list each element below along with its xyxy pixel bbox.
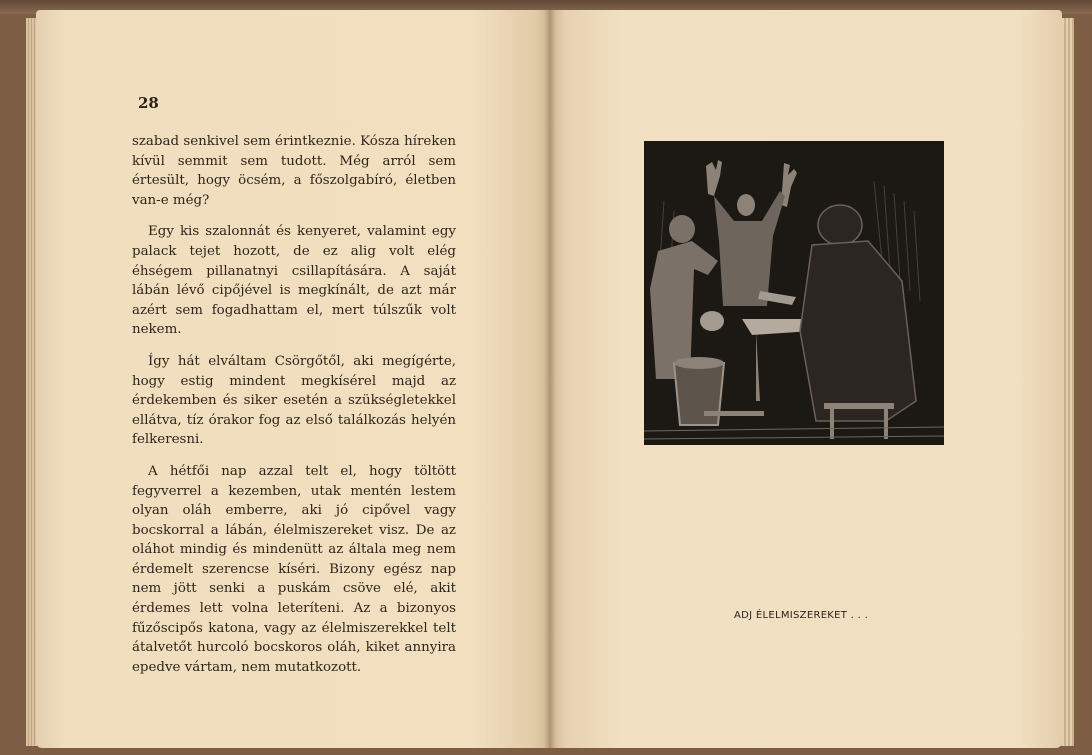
illustration-caption: ADJ ÉLELMISZEREKET . . . bbox=[734, 610, 869, 621]
paragraph: A hétfői nap azzal telt el, hogy töltött fegyverrel a kezemben, utak mentén lestem olyan oláh emberre, aki jó cipővel vagy bocskorral a lábán, élelmiszereket visz. De az oláhot mindig és mindenütt az általa meg nem érdemelt szerencse kíséri. Bizony egész nap nem jött senki a puskám csöve elé, akit érdemes lett volna leteríteni. Az a bizonyos fűzőscipős katona, vagy az élelmiszerekkel telt átalvetőt hurcoló bocskoros oláh, kiket annyira epedve vártam, nem mutatkozott. bbox=[132, 463, 456, 675]
paragraph: Egy kis szalonnát és kenyeret, valamint egy palack tejet hozott, de ez alig volt elég éhségem pillanatnyi csillapítására. A saját lábán lévő cipőjével is megkínált, de azt már azért sem fogadhattam el, mert túlszűk volt nekem. bbox=[132, 224, 456, 338]
page-number: 28 bbox=[138, 94, 159, 112]
right-page-edges bbox=[1060, 18, 1074, 746]
paragraph: Így hát elváltam Csörgőtől, aki megígérte, hogy estig mindent megkísérel majd az érdekemben és siker esetén a szükségletekkel ellátva, tíz órakor fog az első találkozás helyén felkeresni. bbox=[132, 353, 456, 448]
paragraph: szabad senkivel sem érintkeznie. Kósza híreken kívül semmit sem tudott. Még arról sem értesült, hogy öcsém, a főszolgabíró, életben van-e még? bbox=[132, 134, 456, 208]
woodcut-illustration bbox=[644, 141, 944, 445]
book-gutter bbox=[544, 10, 556, 748]
body-text bbox=[132, 132, 456, 689]
